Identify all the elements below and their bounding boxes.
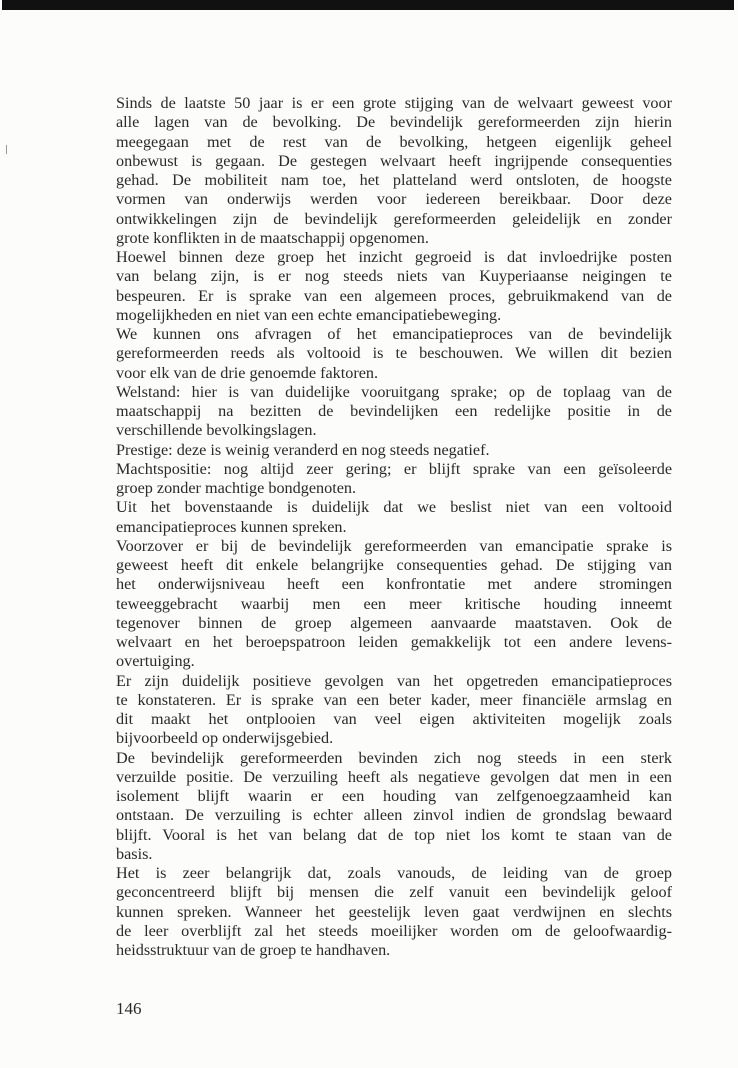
text-line: gehad. De mobiliteit nam toe, het platteland werd ontsloten, de hoogste bbox=[116, 171, 672, 189]
text-line: ontwikkelingen zijn de bevindelijk gereformeerden geleidelijk en zonder bbox=[116, 209, 672, 228]
text-line: meegegaan met de rest van de bevolking, hetgeen eigenlijk geheel bbox=[116, 132, 672, 151]
text-line: heidsstruktuur van de groep te handhaven. bbox=[116, 941, 391, 959]
text-line: alle lagen van de bevolking. De bevindelijk gereformeerden zijn hierin bbox=[116, 113, 672, 132]
text-line: teweeggebracht waarbij men een meer kritische houding inneemt bbox=[116, 594, 672, 613]
text-line: tegenover binnen de groep algemeen aanvaarde maatstaven. Ook de bbox=[116, 613, 672, 632]
margin-mark bbox=[6, 145, 7, 154]
text-line: ontstaan. De verzuiling is echter alleen zinvol indien de grondslag bewaard bbox=[116, 806, 672, 825]
text-line: verschillende bevolkingslagen. bbox=[116, 421, 317, 440]
text-line: bespeuren. Er is sprake van een algemeen proces, gebruikmakend van de bbox=[116, 286, 672, 305]
text-line: Machtspositie: nog altijd zeer gering; er blijft sprake van een geïsoleerde bbox=[116, 459, 672, 478]
text-line: groep zonder machtige bondgenoten. bbox=[116, 479, 357, 497]
text-line: Hoewel binnen deze groep het inzicht gegroeid is dat invloedrijke posten bbox=[116, 248, 672, 266]
text-line: voor elk van de drie genoemde faktoren. bbox=[116, 363, 379, 382]
text-line: verzuilde positie. De verzuiling heeft als negatieve gevolgen dat men in een bbox=[116, 767, 672, 786]
text-line: isolement blijft waarin er een houding van zelfgenoegzaamheid kan bbox=[116, 787, 672, 805]
text-line: geweest heeft dit enkele belangrijke consequenties gehad. De stijging van bbox=[116, 556, 672, 574]
text-line: van belang zijn, is er nog steeds niets van Kuyperiaanse neigingen te bbox=[116, 267, 672, 286]
text-line: Er zijn duidelijk positieve gevolgen van het opgetreden emancipatieproces bbox=[116, 671, 672, 690]
text-line: het onderwijsniveau heeft een konfrontatie met andere stromingen bbox=[116, 575, 672, 594]
text-line: mogelijkheden en niet van een echte emancipatiebeweging. bbox=[116, 305, 502, 324]
text-line: Prestige: deze is weinig veranderd en nog steeds negatief. bbox=[116, 440, 490, 459]
text-line: grote konflikten in de maatschappij opgenomen. bbox=[116, 228, 429, 247]
body-text bbox=[116, 94, 672, 960]
text-line: Uit het bovenstaande is duidelijk dat we beslist niet van een voltooid bbox=[116, 498, 672, 517]
text-line: dit maakt het ontplooien van veel eigen aktiviteiten mogelijk zoals bbox=[116, 710, 672, 728]
text-line: overtuiging. bbox=[116, 652, 195, 671]
text-line: te konstateren. Er is sprake van een beter kader, meer financiële armslag en bbox=[116, 690, 672, 709]
text-line: welvaart en het beroepspatroon leiden gemakkelijk tot een andere levens- bbox=[116, 633, 672, 651]
text-line: kunnen spreken. Wanneer het geestelijk leven gaat verdwijnen en slechts bbox=[116, 902, 672, 921]
text-line: onbewust is gegaan. De gestegen welvaart heeft ingrijpende consequenties bbox=[116, 151, 672, 170]
text-line: Welstand: hier is van duidelijke vooruitgang sprake; op de toplaag van de bbox=[116, 382, 672, 401]
scan-top-edge bbox=[2, 0, 734, 10]
text-line: We kunnen ons afvragen of het emancipatieproces van de bevindelijk bbox=[116, 325, 672, 343]
text-line: Sinds de laatste 50 jaar is er een grote stijging van de welvaart geweest voor bbox=[116, 94, 672, 112]
text-line: Voorzover er bij de bevindelijk gereformeerden van emancipatie sprake is bbox=[116, 536, 672, 555]
text-line: vormen van onderwijs werden voor iedereen bereikbaar. Door deze bbox=[116, 190, 672, 209]
text-line: De bevindelijk gereformeerden bevinden zich nog steeds in een sterk bbox=[116, 748, 672, 767]
text-line: basis. bbox=[116, 844, 153, 863]
text-line: blijft. Vooral is het van belang dat de top niet los komt te staan van de bbox=[116, 825, 672, 844]
page-number: 146 bbox=[116, 999, 142, 1018]
text-line: bijvoorbeeld op onderwijsgebied. bbox=[116, 729, 334, 748]
text-line: Het is zeer belangrijk dat, zoals vanouds, de leiding van de groep bbox=[116, 864, 672, 882]
text-line: maatschappij na bezitten de bevindelijken een redelijke positie in de bbox=[116, 402, 672, 420]
text-line: gereformeerden reeds als voltooid is te beschouwen. We willen dit bezien bbox=[116, 344, 672, 363]
text-line: geconcentreerd blijft bij mensen die zelf vanuit een bevindelijk geloof bbox=[116, 883, 672, 902]
text-line: de leer overblijft zal het steeds moeilijker worden om de geloofwaardig- bbox=[116, 921, 672, 940]
text-line: emancipatieproces kunnen spreken. bbox=[116, 517, 347, 536]
